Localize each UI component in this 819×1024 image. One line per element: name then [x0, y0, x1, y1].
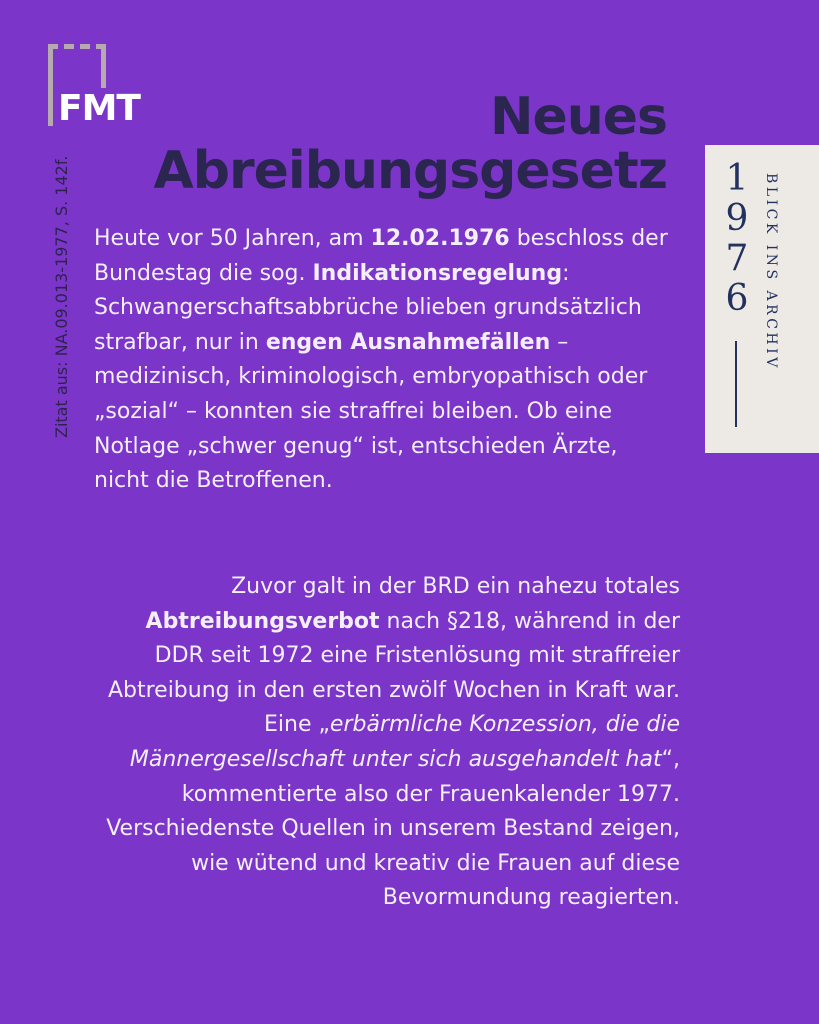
year-digit: 9	[725, 198, 749, 239]
text-run: – medizinisch, kriminologisch, embryopathisch oder „sozial“ – konnten sie straffrei bleiben. Ob eine Notlage „schwer genug“ ist, entschieden Ärzte, nicht die Betroffenen.	[94, 329, 648, 494]
year-digit: 7	[725, 238, 749, 279]
title-line-1: Neues	[489, 87, 667, 147]
term-highlight: Abtreibungsverbot	[145, 608, 380, 634]
text-run: nach §218, während in der DDR seit 1972 eine Fristenlösung mit straffreier Abtreibung in den ersten zwölf Wochen in Kraft war. Eine „	[107, 608, 680, 738]
year-divider-line	[735, 341, 737, 427]
quote-text: erbärmliche Konzession, die die Männergesellschaft unter sich ausgehandelt hat	[129, 712, 680, 772]
term-highlight: Indikationsregelung	[312, 260, 563, 286]
logo-text: FMT	[58, 88, 140, 129]
logo-bracket-top	[48, 44, 106, 49]
logo-bracket-left	[48, 44, 53, 126]
page-title	[153, 87, 667, 201]
archive-badge	[705, 145, 819, 453]
year-digit: 1	[725, 158, 749, 199]
text-run: Zuvor galt in der BRD ein nahezu totales	[231, 574, 680, 599]
context-paragraph	[105, 570, 680, 916]
year-digit: 6	[725, 278, 749, 319]
text-run: “, kommentierte also der Frauenkalender 1977. Verschiedenste Quellen in unserem Bestand zeigen, wie wütend und kreativ die Frauen auf diese Bevormundung reagierten.	[106, 746, 680, 911]
date-highlight: 12.02.1976	[370, 226, 510, 251]
archive-label: BLICK INS ARCHIV	[763, 173, 779, 371]
text-run: beschloss der Bundestag die sog.	[94, 226, 668, 286]
text-run: Heute vor 50 Jahren, am	[94, 226, 371, 251]
text-run: : Schwangerschaftsabbrüche blieben grundsätzlich strafbar, nur in	[94, 260, 642, 355]
logo-bracket-right	[101, 44, 106, 88]
intro-paragraph	[94, 222, 674, 499]
title-line-2: Abreibungsgesetz	[153, 141, 667, 201]
citation-note: Zitat aus: NA.09.013-1977, S. 142f.	[52, 155, 71, 438]
year-label	[723, 159, 751, 319]
term-highlight: engen Ausnahmefällen	[265, 329, 551, 355]
